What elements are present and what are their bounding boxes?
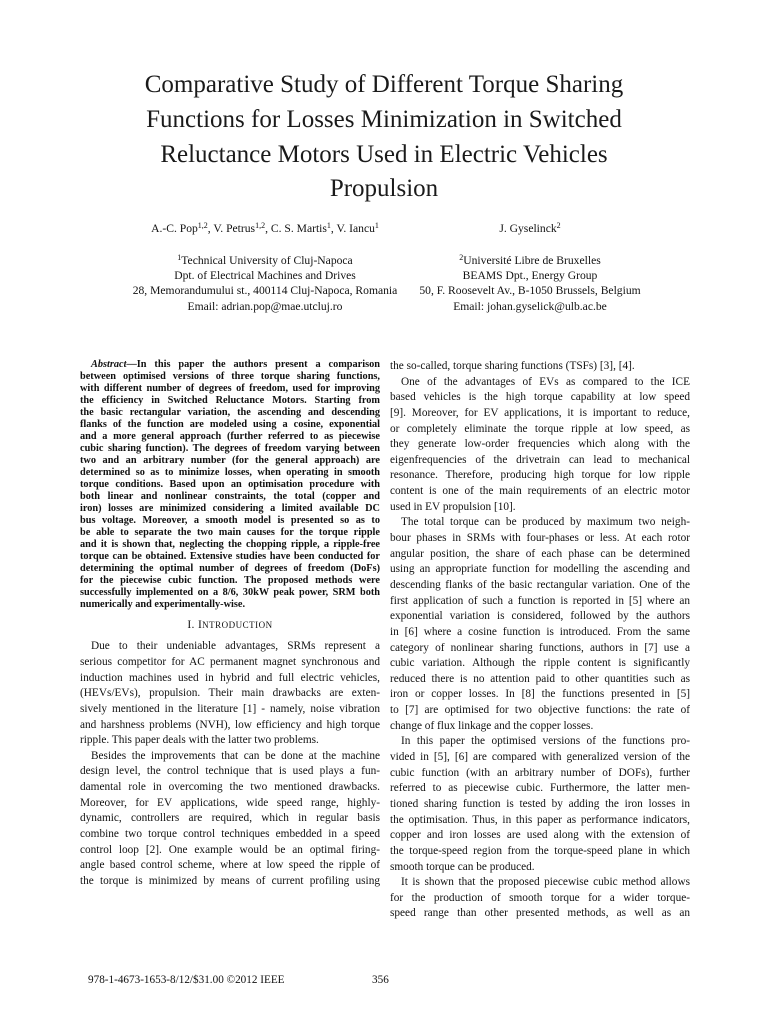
author-affiliation-mark: 1 — [326, 221, 331, 230]
text-line: both linear and nonlinear constraints, the total (copper and — [80, 491, 380, 503]
text-line: in [6] where a cosine function is introduced. From the same — [390, 625, 690, 638]
page-number: 356 — [372, 974, 389, 986]
text-line: the torque-speed region from the torque-speed plane in which — [390, 844, 690, 857]
text-line: iron) losses are minimized considering a limited available DC — [80, 503, 380, 515]
text-line: In this paper the optimised versions of the functions pro- — [401, 735, 690, 748]
text-line: control loop [2]. One example would be an optimal firing- — [80, 843, 380, 856]
text-line: and it is shown that, neglecting the chopping ripple, a ripple-free — [80, 539, 380, 551]
authors-right — [410, 222, 650, 236]
text-line: based vehicles is the high torque capability at low speed — [390, 391, 690, 404]
text-line: first application of such a function is reported in [5] where an — [390, 594, 690, 607]
text-line: vided in [5], [6] are compared with generalized version of the — [390, 751, 690, 764]
author-name: A.-C. Pop — [151, 222, 198, 235]
right-column-body — [390, 359, 690, 922]
text-line: sively mentioned in the literature [1] - namely, noise vibration — [80, 702, 380, 715]
abstract-dash: — — [126, 359, 137, 370]
title-line: Reluctance Motors Used in Electric Vehicles — [160, 141, 608, 168]
text-line: be able to separate the two main causes for the torque ripple — [80, 527, 380, 539]
text-line: and a more general approach (further referred to as piecewise — [80, 431, 380, 443]
text-line: or completely eliminate the torque ripple at low speed, as — [390, 422, 690, 435]
text-line: successfully implemented on a 8/6, 30kW peak power, SRM both — [80, 587, 380, 599]
affiliation-email: Email: johan.gyselick@ulb.ac.be — [453, 300, 607, 313]
affiliation-institution: Université Libre de Bruxelles — [463, 254, 601, 267]
text-line: speed range than other presented methods, as well as an — [390, 907, 690, 920]
text-line: angular position, the share of each phase can be determined — [390, 547, 690, 560]
text-line: One of the advantages of EVs as compared to the ICE — [401, 375, 690, 388]
text-line: referred to as piecewise cubic. Furthermore, the latter men- — [390, 782, 690, 795]
text-line: content is one of the main requirements of an electric motor — [390, 485, 690, 498]
text-line: iron or copper losses. In [8] the functions presented in [5] — [390, 688, 690, 701]
affiliation-line: 50, F. Roosevelt Av., B-1050 Brussels, Belgium — [419, 284, 641, 297]
author-separator: , — [207, 222, 214, 235]
affiliation-mark: 2 — [459, 253, 464, 262]
text-line: serious competitor for AC permanent magnet synchronous and — [80, 655, 380, 668]
text-line: bus voltage. Moreover, a smooth model is presented so as to — [80, 515, 380, 527]
text-line: resonance. Therefore, producing high torque for low ripple — [390, 469, 690, 482]
text-line: for the production of smooth torque for a wider torque- — [390, 891, 690, 904]
section-heading-introduction — [80, 611, 380, 639]
abstract-label: Abstract — [91, 359, 127, 370]
title-line: Comparative Study of Different Torque Sharing — [144, 71, 624, 98]
text-line: tioned sharing function is tested by adding the iron losses in — [390, 797, 690, 810]
author-separator: , — [330, 222, 337, 235]
text-line: [9]. Moreover, for EV applications, it is important to reduce, — [390, 406, 690, 419]
text-line: for the piecewise cubic function. The proposed methods were — [80, 575, 380, 587]
author-name: V. Iancu — [336, 222, 375, 235]
text-line: with different number of degrees of freedom, used for improving — [80, 383, 380, 395]
affiliation-mark: 1 — [177, 253, 182, 262]
text-line: cubic sharing function). The degrees of freedom varying between — [80, 443, 380, 455]
text-line: determining the optimal number of degrees of freedom (DoFs) — [80, 563, 380, 575]
affiliation-line: 28, Memorandumului st., 400114 Cluj-Napoca, Romania — [132, 284, 398, 297]
section-number: I. — [187, 618, 195, 632]
text-line: between optimised versions of three torque sharing functions, — [80, 371, 380, 383]
text-line: category of nonlinear sharing functions, authors in [7] use a — [390, 641, 690, 654]
text-line: torque conditions. Based upon an optimisation procedure with — [80, 479, 380, 491]
text-line: the basic rectangular variation, the ascending and descending — [80, 407, 380, 419]
right-column — [390, 359, 690, 922]
author-name: J. Gyselinck — [499, 222, 557, 235]
authors-left — [100, 222, 430, 236]
text-line: combine two torque control techniques embedded in a speed — [80, 828, 380, 841]
abstract-text: In this paper the authors present a comparison — [136, 359, 380, 370]
text-line: eigenfrequencies of the drivetrain can lead to mechanical — [390, 453, 690, 466]
abstract — [80, 359, 380, 611]
text-line: used in EV propulsion [10]. — [390, 500, 516, 513]
author-name: V. Petrus — [213, 222, 256, 235]
text-line: dynamic, controllers are required, which in regular basis — [80, 812, 380, 825]
text-line: the torque is minimized by means of current profiling using — [80, 874, 380, 887]
text-line: to [7] are optimised for two objective functions: the rate of — [390, 704, 690, 717]
text-line: and harshness problems (NVH), low efficiency and high torque — [80, 718, 380, 731]
text-line: bour phases in SRMs with four-phases or less. At each rotor — [390, 532, 690, 545]
author-separator: , — [265, 222, 271, 235]
affiliation-line: Dpt. of Electrical Machines and Drives — [174, 269, 356, 282]
introduction-body — [80, 639, 380, 889]
text-line: cubic variation. Although the ripple content is significantly — [390, 657, 690, 670]
text-line: design level, the control technique that is used plays a fun- — [80, 765, 380, 778]
text-line: angle based control scheme, where at low speed the ripple of — [80, 859, 380, 872]
text-line: Besides the improvements that can be done at the machine — [91, 749, 380, 762]
text-line: induction machines used in hybrid and full electric vehicles, — [80, 671, 380, 684]
text-line: Moreover, for EV applications, wide speed range, highly- — [80, 796, 380, 809]
text-line: ripple. This paper deals with the latter two problems. — [80, 734, 319, 747]
author-affiliation-mark: 1,2 — [255, 221, 266, 230]
text-line: the efficiency in Switched Reluctance Motors. Starting from — [80, 395, 380, 407]
author-affiliation-mark: 1 — [374, 221, 379, 230]
text-line: the so-called, torque sharing functions (TSFs) [3], [4]. — [390, 360, 635, 372]
text-line: determined so as to minimize losses, when operating in smooth — [80, 467, 380, 479]
affiliation-email: Email: adrian.pop@mae.utcluj.ro — [187, 300, 343, 313]
title-line: Propulsion — [329, 175, 439, 202]
text-line: two and an arbitrary number (for the general approach) are — [80, 455, 380, 467]
text-line: using an appropriate function for modelling the ascending and — [390, 563, 690, 576]
affiliation-institution: Technical University of Cluj-Napoca — [181, 254, 353, 267]
text-line: damental role in overcoming the two mentioned drawbacks. — [80, 781, 380, 794]
author-affiliation-mark: 1,2 — [197, 221, 208, 230]
affiliation-line — [410, 254, 650, 268]
author-affiliation-mark: 2 — [556, 221, 561, 230]
author-name: C. S. Martis — [270, 222, 327, 235]
text-line: It is shown that the proposed piecewise cubic method allows — [401, 876, 690, 889]
title-line: Functions for Losses Minimization in Switched — [146, 106, 622, 133]
copyright-notice: 978-1-4673-1653-8/12/$31.00 ©2012 IEEE — [88, 974, 285, 986]
text-line: cubic function (with an arbitrary number of DOFs), further — [390, 766, 690, 779]
text-line: the optimisation. Thus, in this paper as performance indicators, — [390, 813, 690, 826]
text-line: they generate low-order frequencies which along with the — [390, 438, 690, 451]
affiliation-line: BEAMS Dpt., Energy Group — [462, 269, 598, 282]
text-line: copper and iron losses are used along with the extension of — [390, 829, 690, 842]
text-line: change of flux linkage and the copper losses. — [390, 719, 594, 732]
text-line: reduced there is no attention paid to other quantities such as — [390, 672, 690, 685]
text-line: flanks of the function are modeled using a cosine, exponential — [80, 419, 380, 431]
text-line: torque can be obtained. Extensive studies have been conducted for — [80, 551, 380, 563]
text-line: smooth torque can be produced. — [390, 860, 535, 873]
text-line: (HEVs/EVs), propulsion. Their main drawbacks are exten- — [80, 687, 380, 700]
text-line: exponential variation is considered, followed by the authors — [390, 610, 690, 623]
text-line: descending flanks of the basic rectangular variation. One of the — [390, 578, 690, 591]
text-line: Due to their undeniable advantages, SRMs represent a — [91, 640, 380, 653]
left-column — [80, 359, 380, 890]
text-line: The total torque can be produced by maximum two neigh- — [401, 516, 690, 529]
section-title-rest: NTRODUCTION — [202, 620, 273, 631]
affiliation-line — [100, 254, 430, 268]
abstract-body — [80, 371, 380, 611]
abstract-line — [80, 359, 380, 371]
text-line: numerically and experimentally-wise. — [80, 599, 246, 611]
section-title-cap: I — [197, 618, 203, 632]
